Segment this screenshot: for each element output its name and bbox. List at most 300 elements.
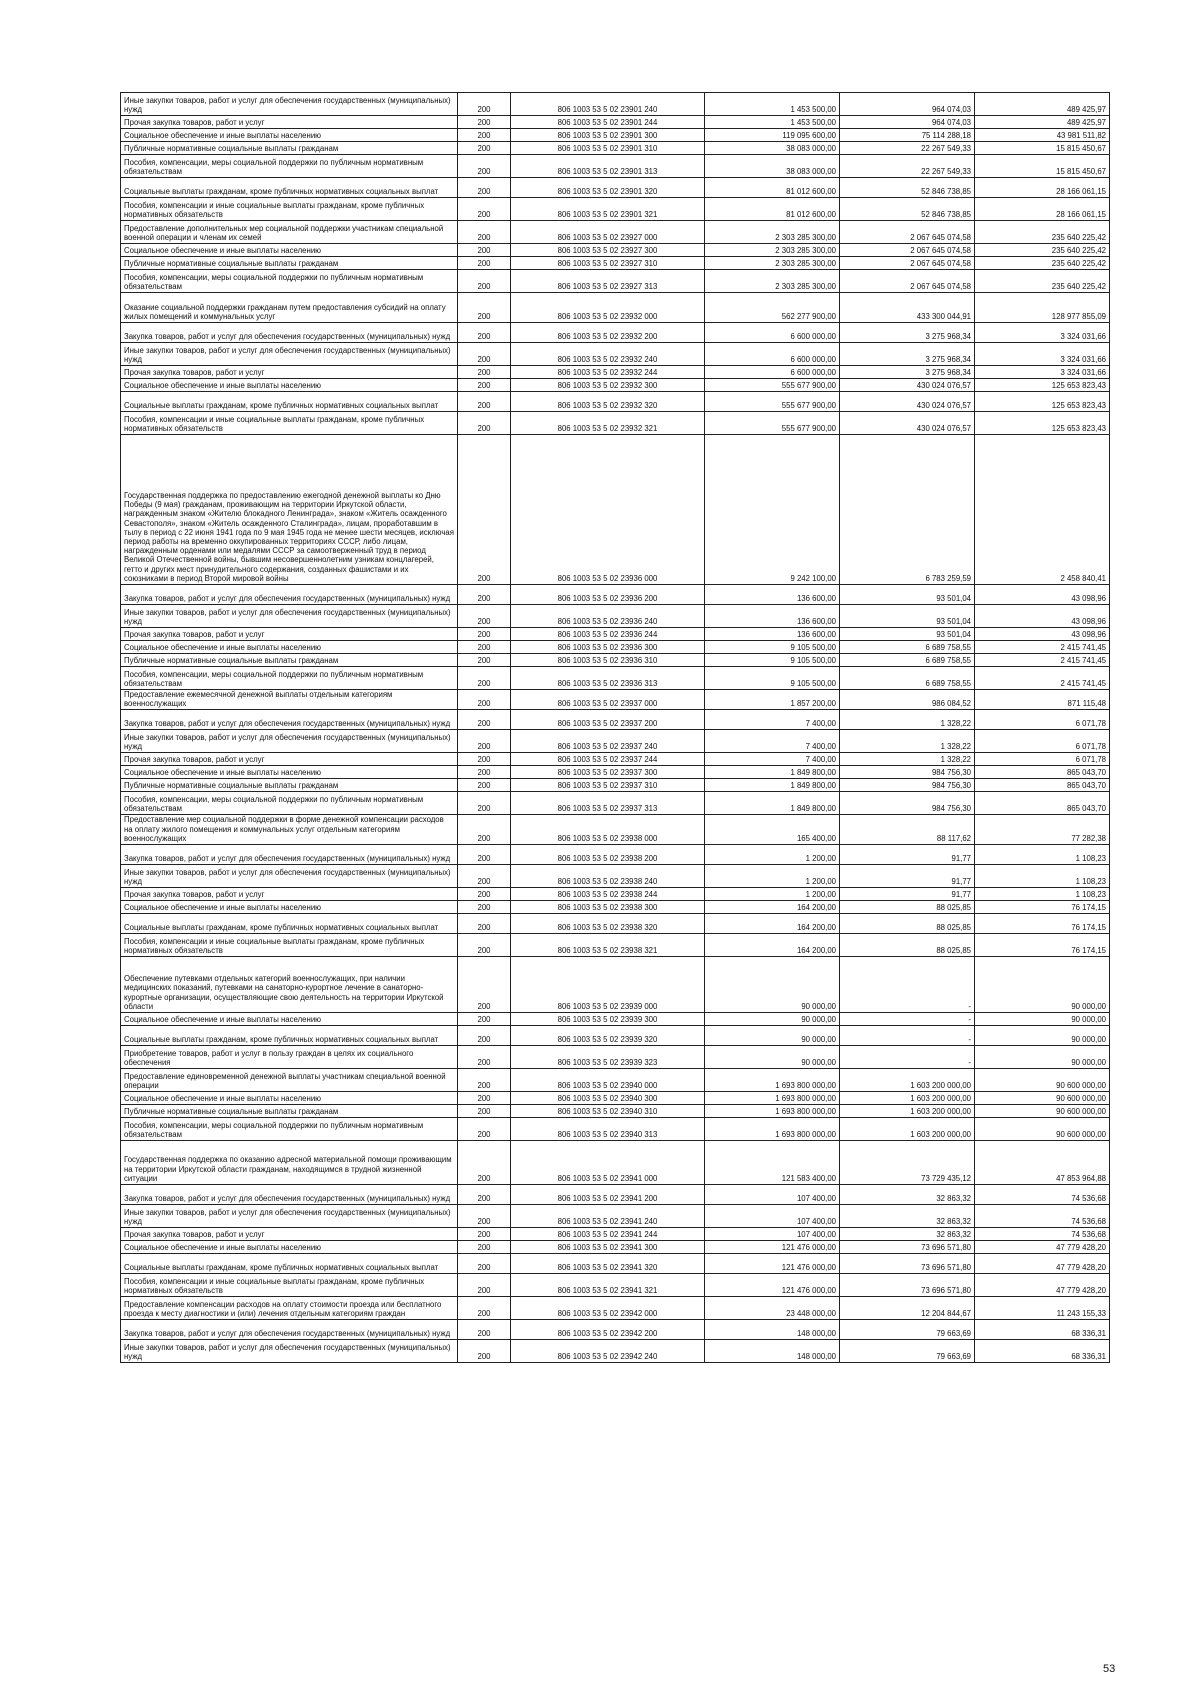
row-classification-code: 806 1003 53 5 02 23932 320 bbox=[511, 392, 705, 412]
row-classification-code: 806 1003 53 5 02 23938 000 bbox=[511, 815, 705, 845]
row-classification-code: 806 1003 53 5 02 23936 200 bbox=[511, 585, 705, 605]
row-description: Социальное обеспечение и иные выплаты населению bbox=[121, 129, 458, 142]
row-unexecuted-amount: 235 640 225,42 bbox=[975, 257, 1110, 270]
row-unexecuted-amount: 43 098,96 bbox=[975, 628, 1110, 641]
row-line-code: 200 bbox=[458, 257, 511, 270]
row-unexecuted-amount: 235 640 225,42 bbox=[975, 244, 1110, 257]
row-line-code: 200 bbox=[458, 815, 511, 845]
table-row bbox=[121, 1340, 1110, 1363]
table-row bbox=[121, 379, 1110, 392]
row-line-code: 200 bbox=[458, 293, 511, 323]
row-line-code: 200 bbox=[458, 1118, 511, 1141]
row-unexecuted-amount: 2 458 840,41 bbox=[975, 435, 1110, 585]
row-unexecuted-amount: 489 425,97 bbox=[975, 116, 1110, 129]
table-row bbox=[121, 934, 1110, 957]
row-executed-amount: 1 603 200 000,00 bbox=[840, 1092, 975, 1105]
row-unexecuted-amount: 3 324 031,66 bbox=[975, 366, 1110, 379]
row-executed-amount: 32 863,32 bbox=[840, 1185, 975, 1205]
row-classification-code: 806 1003 53 5 02 23940 313 bbox=[511, 1118, 705, 1141]
row-approved-amount: 1 693 800 000,00 bbox=[705, 1105, 840, 1118]
row-unexecuted-amount: 90 600 000,00 bbox=[975, 1069, 1110, 1092]
row-line-code: 200 bbox=[458, 845, 511, 865]
row-line-code: 200 bbox=[458, 1026, 511, 1046]
row-approved-amount: 136 600,00 bbox=[705, 628, 840, 641]
row-line-code: 200 bbox=[458, 244, 511, 257]
row-approved-amount: 148 000,00 bbox=[705, 1340, 840, 1363]
row-classification-code: 806 1003 53 5 02 23938 200 bbox=[511, 845, 705, 865]
row-description: Государственная поддержка по оказанию адресной материальной помощи проживающим на территории Иркутской области гражданам, находящимся в трудной жизненной ситуации bbox=[121, 1141, 458, 1185]
row-line-code: 200 bbox=[458, 901, 511, 914]
row-unexecuted-amount: 865 043,70 bbox=[975, 779, 1110, 792]
table-row bbox=[121, 129, 1110, 142]
row-unexecuted-amount: 3 324 031,66 bbox=[975, 343, 1110, 366]
row-unexecuted-amount: 90 000,00 bbox=[975, 1013, 1110, 1026]
row-approved-amount: 1 693 800 000,00 bbox=[705, 1092, 840, 1105]
row-line-code: 200 bbox=[458, 865, 511, 888]
row-classification-code: 806 1003 53 5 02 23901 310 bbox=[511, 142, 705, 155]
row-classification-code: 806 1003 53 5 02 23938 320 bbox=[511, 914, 705, 934]
row-description: Пособия, компенсации, меры социальной поддержки по публичным нормативным обязательствам bbox=[121, 155, 458, 178]
row-executed-amount: 1 328,22 bbox=[840, 730, 975, 753]
row-description: Закупка товаров, работ и услуг для обеспечения государственных (муниципальных) нужд bbox=[121, 585, 458, 605]
row-line-code: 200 bbox=[458, 93, 511, 116]
row-unexecuted-amount: 68 336,31 bbox=[975, 1340, 1110, 1363]
row-classification-code: 806 1003 53 5 02 23932 240 bbox=[511, 343, 705, 366]
row-unexecuted-amount: 43 981 511,82 bbox=[975, 129, 1110, 142]
row-classification-code: 806 1003 53 5 02 23936 244 bbox=[511, 628, 705, 641]
table-row bbox=[121, 198, 1110, 221]
row-approved-amount: 121 476 000,00 bbox=[705, 1241, 840, 1254]
row-approved-amount: 555 677 900,00 bbox=[705, 392, 840, 412]
row-classification-code: 806 1003 53 5 02 23932 300 bbox=[511, 379, 705, 392]
table-row bbox=[121, 641, 1110, 654]
row-unexecuted-amount: 47 779 428,20 bbox=[975, 1254, 1110, 1274]
row-line-code: 200 bbox=[458, 1320, 511, 1340]
row-description: Иные закупки товаров, работ и услуг для обеспечения государственных (муниципальных) нужд bbox=[121, 343, 458, 366]
row-description: Социальное обеспечение и иные выплаты населению bbox=[121, 901, 458, 914]
row-executed-amount: 430 024 076,57 bbox=[840, 392, 975, 412]
row-line-code: 200 bbox=[458, 792, 511, 815]
row-unexecuted-amount: 28 166 061,15 bbox=[975, 178, 1110, 198]
row-classification-code: 806 1003 53 5 02 23901 300 bbox=[511, 129, 705, 142]
row-unexecuted-amount: 90 600 000,00 bbox=[975, 1118, 1110, 1141]
row-executed-amount: 1 603 200 000,00 bbox=[840, 1118, 975, 1141]
table-row bbox=[121, 1205, 1110, 1228]
table-row bbox=[121, 435, 1110, 585]
table-row bbox=[121, 270, 1110, 293]
budget-execution-table bbox=[120, 92, 1110, 1363]
row-executed-amount: 75 114 288,18 bbox=[840, 129, 975, 142]
row-approved-amount: 1 693 800 000,00 bbox=[705, 1118, 840, 1141]
row-line-code: 200 bbox=[458, 605, 511, 628]
row-classification-code: 806 1003 53 5 02 23937 240 bbox=[511, 730, 705, 753]
row-unexecuted-amount: 15 815 450,67 bbox=[975, 142, 1110, 155]
row-classification-code: 806 1003 53 5 02 23937 300 bbox=[511, 766, 705, 779]
row-executed-amount: 93 501,04 bbox=[840, 628, 975, 641]
row-executed-amount: 430 024 076,57 bbox=[840, 412, 975, 435]
row-unexecuted-amount: 6 071,78 bbox=[975, 753, 1110, 766]
row-unexecuted-amount: 43 098,96 bbox=[975, 605, 1110, 628]
row-line-code: 200 bbox=[458, 730, 511, 753]
table-row bbox=[121, 221, 1110, 244]
row-executed-amount: - bbox=[840, 1026, 975, 1046]
row-line-code: 200 bbox=[458, 270, 511, 293]
row-unexecuted-amount: 47 779 428,20 bbox=[975, 1241, 1110, 1254]
row-executed-amount: 88 117,62 bbox=[840, 815, 975, 845]
row-line-code: 200 bbox=[458, 1241, 511, 1254]
row-line-code: 200 bbox=[458, 1069, 511, 1092]
row-approved-amount: 1 857 200,00 bbox=[705, 690, 840, 710]
table-row bbox=[121, 815, 1110, 845]
row-approved-amount: 1 849 800,00 bbox=[705, 766, 840, 779]
table-row bbox=[121, 585, 1110, 605]
row-classification-code: 806 1003 53 5 02 23940 300 bbox=[511, 1092, 705, 1105]
row-approved-amount: 6 600 000,00 bbox=[705, 323, 840, 343]
row-approved-amount: 7 400,00 bbox=[705, 730, 840, 753]
row-classification-code: 806 1003 53 5 02 23927 300 bbox=[511, 244, 705, 257]
row-unexecuted-amount: 11 243 155,33 bbox=[975, 1297, 1110, 1320]
row-executed-amount: 12 204 844,67 bbox=[840, 1297, 975, 1320]
table-row bbox=[121, 257, 1110, 270]
row-approved-amount: 6 600 000,00 bbox=[705, 343, 840, 366]
row-classification-code: 806 1003 53 5 02 23901 240 bbox=[511, 93, 705, 116]
row-classification-code: 806 1003 53 5 02 23941 320 bbox=[511, 1254, 705, 1274]
row-description: Прочая закупка товаров, работ и услуг bbox=[121, 116, 458, 129]
row-approved-amount: 1 849 800,00 bbox=[705, 779, 840, 792]
row-line-code: 200 bbox=[458, 1205, 511, 1228]
row-approved-amount: 90 000,00 bbox=[705, 1026, 840, 1046]
row-description: Предоставление ежемесячной денежной выплаты отдельным категориям военнослужащих bbox=[121, 690, 458, 710]
row-classification-code: 806 1003 53 5 02 23936 310 bbox=[511, 654, 705, 667]
row-executed-amount: 2 067 645 074,58 bbox=[840, 221, 975, 244]
row-line-code: 200 bbox=[458, 641, 511, 654]
row-classification-code: 806 1003 53 5 02 23939 323 bbox=[511, 1046, 705, 1069]
row-unexecuted-amount: 865 043,70 bbox=[975, 792, 1110, 815]
row-executed-amount: 93 501,04 bbox=[840, 605, 975, 628]
row-line-code: 200 bbox=[458, 1046, 511, 1069]
row-approved-amount: 1 200,00 bbox=[705, 865, 840, 888]
row-approved-amount: 1 849 800,00 bbox=[705, 792, 840, 815]
row-classification-code: 806 1003 53 5 02 23927 310 bbox=[511, 257, 705, 270]
row-description: Иные закупки товаров, работ и услуг для обеспечения государственных (муниципальных) нужд bbox=[121, 1340, 458, 1363]
row-description: Предоставление компенсации расходов на оплату стоимости проезда или бесплатного проезда к месту диагностики и (или) лечения отдельным категориям граждан bbox=[121, 1297, 458, 1320]
table-row bbox=[121, 792, 1110, 815]
table-row bbox=[121, 293, 1110, 323]
row-unexecuted-amount: 2 415 741,45 bbox=[975, 654, 1110, 667]
row-executed-amount: 91,77 bbox=[840, 845, 975, 865]
row-classification-code: 806 1003 53 5 02 23938 244 bbox=[511, 888, 705, 901]
row-unexecuted-amount: 2 415 741,45 bbox=[975, 641, 1110, 654]
row-line-code: 200 bbox=[458, 392, 511, 412]
table-row bbox=[121, 605, 1110, 628]
row-line-code: 200 bbox=[458, 1340, 511, 1363]
row-classification-code: 806 1003 53 5 02 23937 000 bbox=[511, 690, 705, 710]
row-classification-code: 806 1003 53 5 02 23937 244 bbox=[511, 753, 705, 766]
row-line-code: 200 bbox=[458, 343, 511, 366]
row-unexecuted-amount: 3 324 031,66 bbox=[975, 323, 1110, 343]
row-approved-amount: 562 277 900,00 bbox=[705, 293, 840, 323]
row-classification-code: 806 1003 53 5 02 23941 200 bbox=[511, 1185, 705, 1205]
row-classification-code: 806 1003 53 5 02 23941 244 bbox=[511, 1228, 705, 1241]
row-line-code: 200 bbox=[458, 1185, 511, 1205]
row-unexecuted-amount: 15 815 450,67 bbox=[975, 155, 1110, 178]
row-executed-amount: 986 084,52 bbox=[840, 690, 975, 710]
row-unexecuted-amount: 76 174,15 bbox=[975, 934, 1110, 957]
row-executed-amount: 964 074,03 bbox=[840, 116, 975, 129]
row-description: Пособия, компенсации и иные социальные выплаты гражданам, кроме публичных нормативных обязательств bbox=[121, 198, 458, 221]
table-row bbox=[121, 1046, 1110, 1069]
row-description: Государственная поддержка по предоставлению ежегодной денежной выплаты ко Дню Победы (9 мая) гражданам, проживающим на территории Иркутской области, награжденным знаком «Жителю блокадного Ленинграда», знаком «Житель осажденного Севастополя», знаком «Житель осажденного Сталинграда», лицам, проработавшим в тылу в период с 22 июня 1941 года по 9 мая 1945 года не менее шести месяцев, исключая период работы на временно оккупированных территориях СССР, либо лицам, награжденным орденами или медалями СССР за самоотверженный труд в период Великой Отечественной войны, бывшим несовершеннолетним узникам концлагерей, гетто и других мест принудительного содержания, созданных фашистами и их союзниками в период Второй мировой войны bbox=[121, 435, 458, 585]
row-description: Публичные нормативные социальные выплаты гражданам bbox=[121, 257, 458, 270]
row-approved-amount: 7 400,00 bbox=[705, 710, 840, 730]
row-approved-amount: 2 303 285 300,00 bbox=[705, 270, 840, 293]
row-line-code: 200 bbox=[458, 198, 511, 221]
row-executed-amount: 22 267 549,33 bbox=[840, 155, 975, 178]
row-line-code: 200 bbox=[458, 221, 511, 244]
table-row bbox=[121, 116, 1110, 129]
row-approved-amount: 107 400,00 bbox=[705, 1185, 840, 1205]
row-executed-amount: 79 663,69 bbox=[840, 1320, 975, 1340]
row-description: Социальные выплаты гражданам, кроме публичных нормативных социальных выплат bbox=[121, 392, 458, 412]
row-description: Социальное обеспечение и иные выплаты населению bbox=[121, 1241, 458, 1254]
table-body bbox=[121, 93, 1110, 1363]
table-row bbox=[121, 710, 1110, 730]
row-approved-amount: 2 303 285 300,00 bbox=[705, 244, 840, 257]
row-executed-amount: 1 603 200 000,00 bbox=[840, 1105, 975, 1118]
row-approved-amount: 81 012 600,00 bbox=[705, 178, 840, 198]
table-row bbox=[121, 914, 1110, 934]
row-unexecuted-amount: 235 640 225,42 bbox=[975, 221, 1110, 244]
row-classification-code: 806 1003 53 5 02 23901 321 bbox=[511, 198, 705, 221]
row-unexecuted-amount: 90 600 000,00 bbox=[975, 1105, 1110, 1118]
row-executed-amount: - bbox=[840, 1013, 975, 1026]
table-row bbox=[121, 901, 1110, 914]
row-unexecuted-amount: 1 108,23 bbox=[975, 865, 1110, 888]
row-description: Публичные нормативные социальные выплаты гражданам bbox=[121, 654, 458, 667]
row-line-code: 200 bbox=[458, 667, 511, 690]
row-unexecuted-amount: 90 000,00 bbox=[975, 957, 1110, 1013]
row-executed-amount: 433 300 044,91 bbox=[840, 293, 975, 323]
row-unexecuted-amount: 74 536,68 bbox=[975, 1205, 1110, 1228]
row-description: Иные закупки товаров, работ и услуг для обеспечения государственных (муниципальных) нужд bbox=[121, 1205, 458, 1228]
row-line-code: 200 bbox=[458, 178, 511, 198]
row-unexecuted-amount: 74 536,68 bbox=[975, 1185, 1110, 1205]
row-description: Предоставление мер социальной поддержки в форме денежной компенсации расходов на оплату жилого помещения и коммунальных услуг отдельным категориям военнослужащих bbox=[121, 815, 458, 845]
row-executed-amount: 22 267 549,33 bbox=[840, 142, 975, 155]
row-approved-amount: 90 000,00 bbox=[705, 1013, 840, 1026]
row-line-code: 200 bbox=[458, 1254, 511, 1274]
row-executed-amount: 964 074,03 bbox=[840, 93, 975, 116]
row-unexecuted-amount: 125 653 823,43 bbox=[975, 412, 1110, 435]
row-unexecuted-amount: 28 166 061,15 bbox=[975, 198, 1110, 221]
table-row bbox=[121, 865, 1110, 888]
row-classification-code: 806 1003 53 5 02 23939 000 bbox=[511, 957, 705, 1013]
row-approved-amount: 121 476 000,00 bbox=[705, 1274, 840, 1297]
row-approved-amount: 555 677 900,00 bbox=[705, 412, 840, 435]
table-row bbox=[121, 343, 1110, 366]
row-line-code: 200 bbox=[458, 435, 511, 585]
row-description: Социальное обеспечение и иные выплаты населению bbox=[121, 1092, 458, 1105]
row-description: Закупка товаров, работ и услуг для обеспечения государственных (муниципальных) нужд bbox=[121, 1185, 458, 1205]
table-row bbox=[121, 690, 1110, 710]
row-classification-code: 806 1003 53 5 02 23939 320 bbox=[511, 1026, 705, 1046]
row-approved-amount: 164 200,00 bbox=[705, 934, 840, 957]
row-unexecuted-amount: 76 174,15 bbox=[975, 901, 1110, 914]
row-unexecuted-amount: 76 174,15 bbox=[975, 914, 1110, 934]
row-executed-amount: 91,77 bbox=[840, 888, 975, 901]
row-approved-amount: 38 083 000,00 bbox=[705, 142, 840, 155]
row-approved-amount: 2 303 285 300,00 bbox=[705, 257, 840, 270]
row-unexecuted-amount: 68 336,31 bbox=[975, 1320, 1110, 1340]
row-classification-code: 806 1003 53 5 02 23927 000 bbox=[511, 221, 705, 244]
row-classification-code: 806 1003 53 5 02 23901 313 bbox=[511, 155, 705, 178]
row-line-code: 200 bbox=[458, 1092, 511, 1105]
row-classification-code: 806 1003 53 5 02 23932 000 bbox=[511, 293, 705, 323]
row-approved-amount: 164 200,00 bbox=[705, 914, 840, 934]
row-line-code: 200 bbox=[458, 914, 511, 934]
row-approved-amount: 9 105 500,00 bbox=[705, 641, 840, 654]
row-unexecuted-amount: 128 977 855,09 bbox=[975, 293, 1110, 323]
row-line-code: 200 bbox=[458, 690, 511, 710]
row-description: Социальные выплаты гражданам, кроме публичных нормативных социальных выплат bbox=[121, 1026, 458, 1046]
row-approved-amount: 90 000,00 bbox=[705, 957, 840, 1013]
table-row bbox=[121, 244, 1110, 257]
row-unexecuted-amount: 1 108,23 bbox=[975, 888, 1110, 901]
row-description: Социальное обеспечение и иные выплаты населению bbox=[121, 1013, 458, 1026]
table-row bbox=[121, 779, 1110, 792]
row-executed-amount: 52 846 738,85 bbox=[840, 198, 975, 221]
row-approved-amount: 136 600,00 bbox=[705, 585, 840, 605]
row-line-code: 200 bbox=[458, 710, 511, 730]
row-classification-code: 806 1003 53 5 02 23941 321 bbox=[511, 1274, 705, 1297]
row-description: Социальное обеспечение и иные выплаты населению bbox=[121, 379, 458, 392]
row-line-code: 200 bbox=[458, 628, 511, 641]
table-row bbox=[121, 1228, 1110, 1241]
row-description: Публичные нормативные социальные выплаты гражданам bbox=[121, 1105, 458, 1118]
row-unexecuted-amount: 125 653 823,43 bbox=[975, 379, 1110, 392]
row-line-code: 200 bbox=[458, 142, 511, 155]
row-unexecuted-amount: 90 000,00 bbox=[975, 1046, 1110, 1069]
row-unexecuted-amount: 77 282,38 bbox=[975, 815, 1110, 845]
table-row bbox=[121, 412, 1110, 435]
row-line-code: 200 bbox=[458, 1141, 511, 1185]
row-unexecuted-amount: 43 098,96 bbox=[975, 585, 1110, 605]
row-line-code: 200 bbox=[458, 753, 511, 766]
row-executed-amount: 88 025,85 bbox=[840, 914, 975, 934]
row-approved-amount: 107 400,00 bbox=[705, 1205, 840, 1228]
row-executed-amount: 430 024 076,57 bbox=[840, 379, 975, 392]
row-description: Приобретение товаров, работ и услуг в пользу граждан в целях их социального обеспечения bbox=[121, 1046, 458, 1069]
row-description: Иные закупки товаров, работ и услуг для обеспечения государственных (муниципальных) нужд bbox=[121, 93, 458, 116]
row-classification-code: 806 1003 53 5 02 23938 240 bbox=[511, 865, 705, 888]
row-executed-amount: 2 067 645 074,58 bbox=[840, 270, 975, 293]
row-executed-amount: 32 863,32 bbox=[840, 1205, 975, 1228]
row-description: Пособия, компенсации и иные социальные выплаты гражданам, кроме публичных нормативных обязательств bbox=[121, 412, 458, 435]
row-executed-amount: 3 275 968,34 bbox=[840, 343, 975, 366]
row-executed-amount: 93 501,04 bbox=[840, 585, 975, 605]
row-line-code: 200 bbox=[458, 379, 511, 392]
row-approved-amount: 38 083 000,00 bbox=[705, 155, 840, 178]
row-approved-amount: 1 453 500,00 bbox=[705, 116, 840, 129]
row-unexecuted-amount: 865 043,70 bbox=[975, 766, 1110, 779]
row-approved-amount: 119 095 600,00 bbox=[705, 129, 840, 142]
row-description: Социальные выплаты гражданам, кроме публичных нормативных социальных выплат bbox=[121, 914, 458, 934]
row-unexecuted-amount: 489 425,97 bbox=[975, 93, 1110, 116]
row-description: Публичные нормативные социальные выплаты гражданам bbox=[121, 779, 458, 792]
row-line-code: 200 bbox=[458, 766, 511, 779]
row-line-code: 200 bbox=[458, 888, 511, 901]
row-executed-amount: 1 328,22 bbox=[840, 710, 975, 730]
row-description: Прочая закупка товаров, работ и услуг bbox=[121, 753, 458, 766]
row-line-code: 200 bbox=[458, 129, 511, 142]
row-approved-amount: 107 400,00 bbox=[705, 1228, 840, 1241]
row-classification-code: 806 1003 53 5 02 23940 000 bbox=[511, 1069, 705, 1092]
page-number: 53 bbox=[1103, 1663, 1116, 1675]
row-classification-code: 806 1003 53 5 02 23927 313 bbox=[511, 270, 705, 293]
row-unexecuted-amount: 6 071,78 bbox=[975, 730, 1110, 753]
row-description: Оказание социальной поддержки гражданам путем предоставления субсидий на оплату жилых помещений и коммунальных услуг bbox=[121, 293, 458, 323]
table-row bbox=[121, 845, 1110, 865]
table-row bbox=[121, 730, 1110, 753]
row-unexecuted-amount: 47 779 428,20 bbox=[975, 1274, 1110, 1297]
row-classification-code: 806 1003 53 5 02 23937 313 bbox=[511, 792, 705, 815]
row-description: Пособия, компенсации, меры социальной поддержки по публичным нормативным обязательствам bbox=[121, 1118, 458, 1141]
row-executed-amount: 88 025,85 bbox=[840, 901, 975, 914]
table-row bbox=[121, 1141, 1110, 1185]
row-approved-amount: 23 448 000,00 bbox=[705, 1297, 840, 1320]
row-line-code: 200 bbox=[458, 654, 511, 667]
row-approved-amount: 7 400,00 bbox=[705, 753, 840, 766]
table-row bbox=[121, 888, 1110, 901]
row-description: Социальное обеспечение и иные выплаты населению bbox=[121, 766, 458, 779]
row-line-code: 200 bbox=[458, 1228, 511, 1241]
row-unexecuted-amount: 235 640 225,42 bbox=[975, 270, 1110, 293]
row-classification-code: 806 1003 53 5 02 23936 300 bbox=[511, 641, 705, 654]
row-line-code: 200 bbox=[458, 323, 511, 343]
row-classification-code: 806 1003 53 5 02 23901 244 bbox=[511, 116, 705, 129]
row-classification-code: 806 1003 53 5 02 23942 240 bbox=[511, 1340, 705, 1363]
row-approved-amount: 121 583 400,00 bbox=[705, 1141, 840, 1185]
row-description: Социальное обеспечение и иные выплаты населению bbox=[121, 641, 458, 654]
row-executed-amount: 2 067 645 074,58 bbox=[840, 244, 975, 257]
row-classification-code: 806 1003 53 5 02 23941 240 bbox=[511, 1205, 705, 1228]
table-row bbox=[121, 1013, 1110, 1026]
table-row bbox=[121, 1320, 1110, 1340]
row-line-code: 200 bbox=[458, 412, 511, 435]
row-description: Закупка товаров, работ и услуг для обеспечения государственных (муниципальных) нужд bbox=[121, 710, 458, 730]
row-line-code: 200 bbox=[458, 934, 511, 957]
row-classification-code: 806 1003 53 5 02 23937 310 bbox=[511, 779, 705, 792]
row-description: Социальные выплаты гражданам, кроме публичных нормативных социальных выплат bbox=[121, 1254, 458, 1274]
row-approved-amount: 1 200,00 bbox=[705, 845, 840, 865]
table-row bbox=[121, 142, 1110, 155]
row-description: Пособия, компенсации, меры социальной поддержки по публичным нормативным обязательствам bbox=[121, 667, 458, 690]
table-row bbox=[121, 366, 1110, 379]
table-row bbox=[121, 957, 1110, 1013]
row-executed-amount: 73 729 435,12 bbox=[840, 1141, 975, 1185]
row-unexecuted-amount: 125 653 823,43 bbox=[975, 392, 1110, 412]
table-row bbox=[121, 1069, 1110, 1092]
row-approved-amount: 9 105 500,00 bbox=[705, 667, 840, 690]
row-approved-amount: 164 200,00 bbox=[705, 901, 840, 914]
row-classification-code: 806 1003 53 5 02 23940 310 bbox=[511, 1105, 705, 1118]
row-classification-code: 806 1003 53 5 02 23936 000 bbox=[511, 435, 705, 585]
row-classification-code: 806 1003 53 5 02 23936 240 bbox=[511, 605, 705, 628]
row-line-code: 200 bbox=[458, 779, 511, 792]
table-row bbox=[121, 1092, 1110, 1105]
row-line-code: 200 bbox=[458, 585, 511, 605]
table-row bbox=[121, 1118, 1110, 1141]
